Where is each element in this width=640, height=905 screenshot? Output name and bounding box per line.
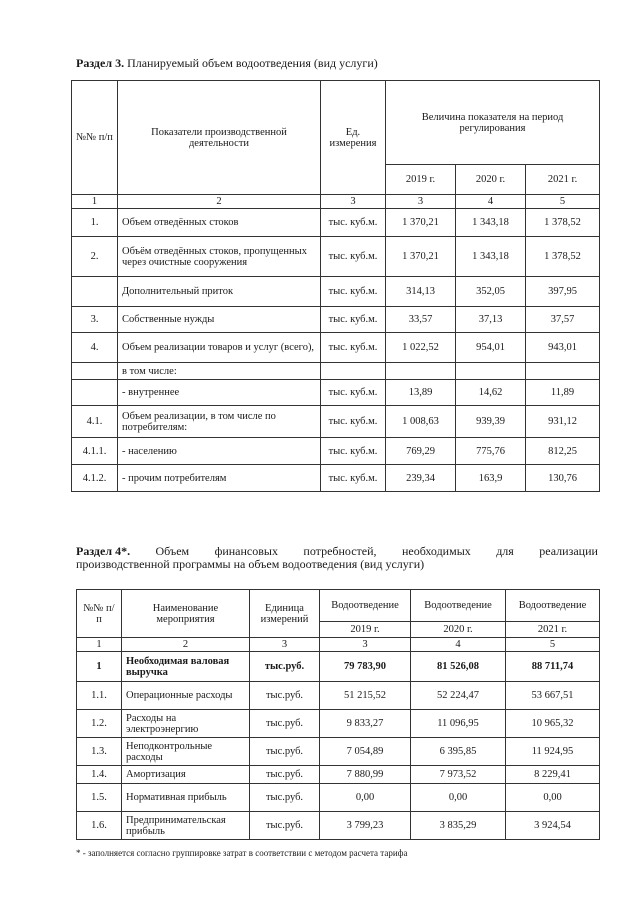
table-row [77,738,600,766]
header-service: Водоотведение [506,590,600,622]
value-2020: 14,62 [456,380,526,406]
value-2021: 10 965,32 [506,710,600,738]
row-number: 1.3. [77,738,122,766]
value-2020: 52 224,47 [411,682,506,710]
header-service: Водоотведение [411,590,506,622]
value-2020: 7 973,52 [411,766,506,784]
row-name: Объем реализации товаров и услуг (всего), [118,333,321,363]
header-unit: Единица измерений [250,590,320,638]
col-number: 3 [250,638,320,652]
value-2019: 9 833,27 [320,710,411,738]
header-indicator: Показатели производственной деятельности [118,81,321,195]
table-row [72,406,600,438]
value-2019: 7 880,99 [320,766,411,784]
row-number: 1 [77,652,122,682]
value-2020: 6 395,85 [411,738,506,766]
row-name: Неподконтрольные расходы [122,738,250,766]
table-row [72,380,600,406]
header-period: Величина показателя на период регулирования [386,81,600,165]
column-number-row [72,195,600,209]
row-unit: тыс.руб. [250,766,320,784]
value-2021: 37,57 [526,307,600,333]
row-number [72,363,118,380]
row-unit: тыс. куб.м. [321,277,386,307]
value-2020: 954,01 [456,333,526,363]
row-unit: тыс.руб. [250,738,320,766]
col-number: 2 [118,195,321,209]
table-row [72,333,600,363]
header-year-2019: 2019 г. [320,622,411,638]
value-2021: 130,76 [526,465,600,492]
value-2019: 1 022,52 [386,333,456,363]
row-name: Объём отведённых стоков, пропущенных через очистные сооружения [118,237,321,277]
value-2021: 397,95 [526,277,600,307]
value-2019: 3 799,23 [320,812,411,840]
row-name: - населению [118,438,321,465]
section3-table [71,80,600,492]
row-number: 4. [72,333,118,363]
value-2019: 1 370,21 [386,209,456,237]
row-name: - прочим потребителям [118,465,321,492]
row-name: Собственные нужды [118,307,321,333]
row-unit: тыс.руб. [250,652,320,682]
section4-label: Раздел 4*. [76,544,131,558]
col-number: 1 [77,638,122,652]
section4-heading-line2: производственной программы на объем водоотведения (вид услуги) [76,557,425,571]
table-header-row [72,81,600,165]
row-name: Необходимая валовая выручка [122,652,250,682]
value-2021 [526,363,600,380]
table-row [72,209,600,237]
section3-label: Раздел 3. [76,56,125,70]
col-number: 4 [456,195,526,209]
row-name: Расходы на электроэнергию [122,710,250,738]
header-year-2021: 2021 г. [506,622,600,638]
section3-heading [76,57,378,70]
row-number: 1.1. [77,682,122,710]
value-2019: 314,13 [386,277,456,307]
row-number: 3. [72,307,118,333]
row-unit: тыс. куб.м. [321,237,386,277]
value-2019: 1 370,21 [386,237,456,277]
row-name: Амортизация [122,766,250,784]
row-number: 1.6. [77,812,122,840]
row-name: Дополнительный приток [118,277,321,307]
header-num: №№ п/п [72,81,118,195]
section4-title-word: Объем [155,544,190,558]
value-2021: 0,00 [506,784,600,812]
section4-title-word: реализации [539,544,598,558]
row-number [72,277,118,307]
table-row [77,766,600,784]
table-row [72,363,600,380]
value-2019: 0,00 [320,784,411,812]
value-2019: 239,34 [386,465,456,492]
header-year-2020: 2020 г. [456,165,526,195]
value-2021: 8 229,41 [506,766,600,784]
row-unit: тыс. куб.м. [321,438,386,465]
header-year-2019: 2019 г. [386,165,456,195]
table-row [72,307,600,333]
row-name: Предпринимательская прибыль [122,812,250,840]
col-number: 4 [411,638,506,652]
value-2021: 943,01 [526,333,600,363]
footnote: * - заполняется согласно группировке затрат в соответствии с методом расчета тарифа [76,848,408,858]
value-2020: 81 526,08 [411,652,506,682]
row-name: в том числе: [118,363,321,380]
value-2019 [386,363,456,380]
row-number: 1. [72,209,118,237]
row-unit: тыс. куб.м. [321,406,386,438]
value-2019: 769,29 [386,438,456,465]
value-2020: 11 096,95 [411,710,506,738]
col-number: 5 [506,638,600,652]
section4-table [76,589,600,840]
col-number: 2 [122,638,250,652]
section4-title-word: потребностей, [303,544,377,558]
value-2021: 1 378,52 [526,237,600,277]
value-2020: 0,00 [411,784,506,812]
column-number-row [77,638,600,652]
col-number: 3 [320,638,411,652]
col-number: 1 [72,195,118,209]
col-number: 3 [321,195,386,209]
value-2019: 51 215,52 [320,682,411,710]
table-header-row [77,590,600,622]
table-row [77,652,600,682]
value-2021: 11 924,95 [506,738,600,766]
value-2021: 3 924,54 [506,812,600,840]
row-number: 4.1.2. [72,465,118,492]
value-2021: 53 667,51 [506,682,600,710]
header-name: Наименование мероприятия [122,590,250,638]
row-unit: тыс. куб.м. [321,209,386,237]
table-row [72,438,600,465]
value-2019: 7 054,89 [320,738,411,766]
row-unit: тыс.руб. [250,784,320,812]
value-2019: 33,57 [386,307,456,333]
value-2020: 163,9 [456,465,526,492]
row-unit: тыс. куб.м. [321,333,386,363]
row-name: Объем реализации, в том числе по потребителям: [118,406,321,438]
value-2021: 11,89 [526,380,600,406]
section4-title-word: для [496,544,514,558]
row-number: 1.2. [77,710,122,738]
row-name: Нормативная прибыль [122,784,250,812]
col-number: 5 [526,195,600,209]
value-2020: 1 343,18 [456,209,526,237]
value-2021: 88 711,74 [506,652,600,682]
row-unit: тыс.руб. [250,710,320,738]
row-name: Объем отведённых стоков [118,209,321,237]
row-number: 1.5. [77,784,122,812]
table-row [77,682,600,710]
row-unit [321,363,386,380]
row-number: 4.1.1. [72,438,118,465]
row-number: 1.4. [77,766,122,784]
value-2020: 37,13 [456,307,526,333]
section4-heading [76,545,598,571]
value-2021: 1 378,52 [526,209,600,237]
row-unit: тыс.руб. [250,682,320,710]
header-year-2020: 2020 г. [411,622,506,638]
table-row [72,237,600,277]
row-number [72,380,118,406]
row-number: 2. [72,237,118,277]
value-2019: 1 008,63 [386,406,456,438]
header-year-2021: 2021 г. [526,165,600,195]
value-2020 [456,363,526,380]
value-2019: 79 783,90 [320,652,411,682]
row-number: 4.1. [72,406,118,438]
table-row [77,812,600,840]
value-2021: 812,25 [526,438,600,465]
section3-title: Планируемый объем водоотведения (вид услуги) [127,56,378,70]
row-name: - внутреннее [118,380,321,406]
table-row [72,277,600,307]
row-unit: тыс.руб. [250,812,320,840]
row-unit: тыс. куб.м. [321,307,386,333]
value-2020: 1 343,18 [456,237,526,277]
header-num: №№ п/п [77,590,122,638]
col-number: 3 [386,195,456,209]
value-2020: 775,76 [456,438,526,465]
section4-title-word: необходимых [401,544,471,558]
value-2020: 3 835,29 [411,812,506,840]
value-2021: 931,12 [526,406,600,438]
value-2020: 352,05 [456,277,526,307]
value-2020: 939,39 [456,406,526,438]
value-2019: 13,89 [386,380,456,406]
row-name: Операционные расходы [122,682,250,710]
table-row [77,710,600,738]
table-row [77,784,600,812]
row-unit: тыс. куб.м. [321,380,386,406]
header-service: Водоотведение [320,590,411,622]
row-unit: тыс. куб.м. [321,465,386,492]
table-row [72,465,600,492]
header-unit: Ед. измерения [321,81,386,195]
section4-title-word: финансовых [214,544,278,558]
